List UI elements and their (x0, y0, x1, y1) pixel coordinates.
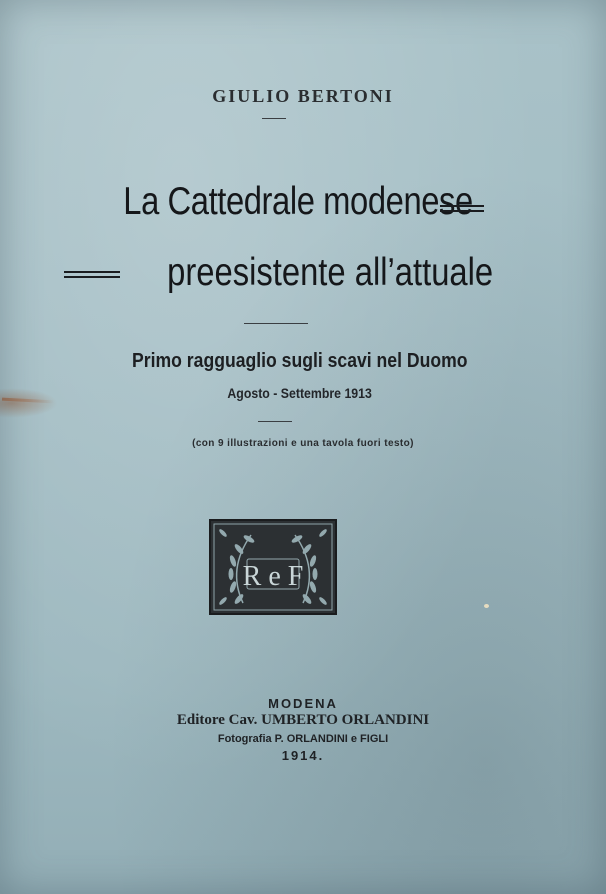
publisher-emblem (209, 519, 337, 615)
date-rule (258, 421, 292, 422)
publisher-editor: Editore Cav. UMBERTO ORLANDINI (176, 712, 430, 728)
title-line-1 (44, 180, 553, 224)
date-line: Agosto - Settembre 1913 (227, 385, 372, 401)
title-line-1-text: La Cattedrale modenese (123, 180, 473, 223)
title-rule (244, 323, 308, 324)
publisher-city: MODENA (268, 696, 338, 711)
title-line-2 (50, 251, 559, 295)
title-dash-right (440, 205, 484, 212)
author-name: GIULIO BERTONI (212, 86, 394, 106)
publisher-photography: Fotografia P. ORLANDINI e FIGLI (217, 733, 389, 745)
illustrations-note: (con 9 illustrazioni e una tavola fuori testo) (192, 438, 414, 449)
title-line-2-text: preesistente all’attuale (167, 251, 494, 294)
author-rule (262, 118, 286, 119)
paper-speck (484, 604, 489, 608)
publication-year: 1914. (281, 748, 325, 763)
emblem-monogram: R e F (242, 561, 304, 592)
subtitle: Primo ragguaglio sugli scavi nel Duomo (132, 350, 468, 372)
